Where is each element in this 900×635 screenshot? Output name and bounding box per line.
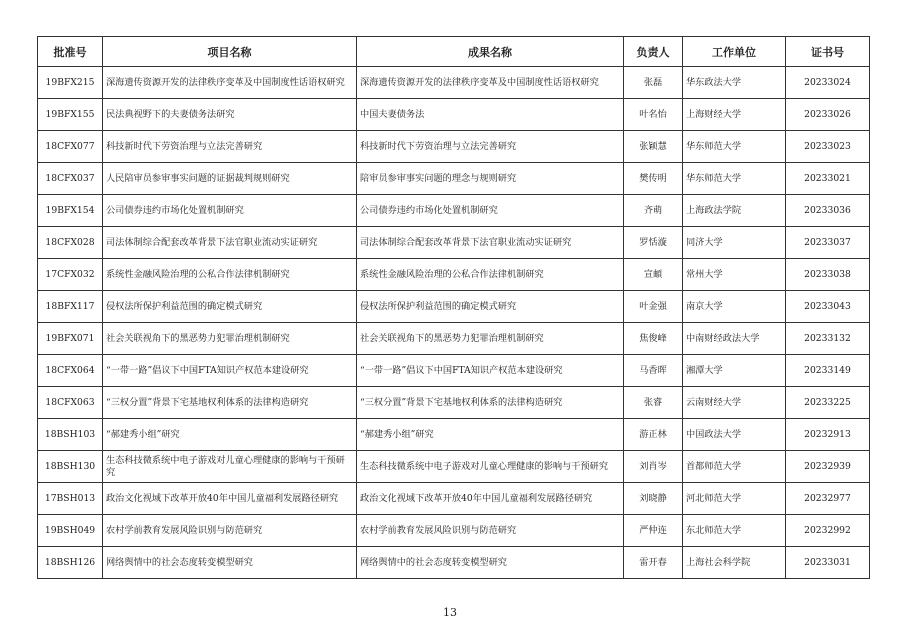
- batch-number-cell: 18BSH130: [38, 451, 103, 483]
- result-name-cell: 侵权法所保护利益范围的确定模式研究: [357, 291, 624, 323]
- batch-number-cell: 19BSH049: [38, 515, 103, 547]
- batch-number-cell: 19BFX071: [38, 323, 103, 355]
- table-row: [38, 99, 870, 131]
- project-name-cell: 侵权法所保护利益范围的确定模式研究: [103, 291, 357, 323]
- certificate-number-cell: 20233023: [786, 131, 870, 163]
- table-row: [38, 355, 870, 387]
- table-row: [38, 323, 870, 355]
- project-name-cell: 深海遗传资源开发的法律秩序变革及中国制度性话语权研究: [103, 67, 357, 99]
- work-unit-cell: 河北师范大学: [683, 483, 786, 515]
- table-body: [38, 67, 870, 579]
- header-work-unit: 工作单位: [683, 37, 786, 67]
- leader-cell: 张睿: [624, 387, 683, 419]
- leader-cell: 罗恬漩: [624, 227, 683, 259]
- certificate-number-cell: 20233038: [786, 259, 870, 291]
- result-name-cell: 公司债券违约市场化处置机制研究: [357, 195, 624, 227]
- certificate-number-cell: 20233037: [786, 227, 870, 259]
- leader-cell: 齐萌: [624, 195, 683, 227]
- header-batch-number: 批准号: [38, 37, 103, 67]
- leader-cell: 叶名怡: [624, 99, 683, 131]
- leader-cell: 樊传明: [624, 163, 683, 195]
- leader-cell: 严仲连: [624, 515, 683, 547]
- leader-cell: 雷开春: [624, 547, 683, 579]
- table-row: [38, 291, 870, 323]
- table-row: [38, 227, 870, 259]
- leader-cell: 焦俊峰: [624, 323, 683, 355]
- work-unit-cell: 上海政法学院: [683, 195, 786, 227]
- project-name-cell: 农村学前教育发展风险识别与防范研究: [103, 515, 357, 547]
- leader-cell: 张磊: [624, 67, 683, 99]
- header-certificate-number: 证书号: [786, 37, 870, 67]
- project-name-cell: 司法体制综合配套改革背景下法官职业流动实证研究: [103, 227, 357, 259]
- leader-cell: 刘晓静: [624, 483, 683, 515]
- result-name-cell: 司法体制综合配套改革背景下法官职业流动实证研究: [357, 227, 624, 259]
- table-row: [38, 195, 870, 227]
- batch-number-cell: 18CFX063: [38, 387, 103, 419]
- work-unit-cell: 上海财经大学: [683, 99, 786, 131]
- table-header-row: [38, 37, 870, 67]
- project-name-cell: “一带一路”倡议下中国FTA知识产权范本建设研究: [103, 355, 357, 387]
- table-row: [38, 419, 870, 451]
- work-unit-cell: 同济大学: [683, 227, 786, 259]
- project-name-cell: 公司债券违约市场化处置机制研究: [103, 195, 357, 227]
- header-leader: 负责人: [624, 37, 683, 67]
- table-row: [38, 451, 870, 483]
- table-row: [38, 67, 870, 99]
- result-name-cell: 陪审员参审事实问题的理念与规则研究: [357, 163, 624, 195]
- table-row: [38, 483, 870, 515]
- certificate-number-cell: 20233036: [786, 195, 870, 227]
- work-unit-cell: 湘潭大学: [683, 355, 786, 387]
- result-name-cell: 生态科技微系统中电子游戏对儿童心理健康的影响与干预研究: [357, 451, 624, 483]
- project-name-cell: 人民陪审员参审事实问题的证据裁判规则研究: [103, 163, 357, 195]
- batch-number-cell: 17BSH013: [38, 483, 103, 515]
- certificate-number-cell: 20233026: [786, 99, 870, 131]
- table-row: [38, 515, 870, 547]
- table-row: [38, 131, 870, 163]
- leader-cell: 张颖慧: [624, 131, 683, 163]
- work-unit-cell: 中国政法大学: [683, 419, 786, 451]
- batch-number-cell: 19BFX215: [38, 67, 103, 99]
- batch-number-cell: 18CFX028: [38, 227, 103, 259]
- batch-number-cell: 19BFX155: [38, 99, 103, 131]
- certificate-number-cell: 20232977: [786, 483, 870, 515]
- project-name-cell: 社会关联视角下的黑恶势力犯罪治理机制研究: [103, 323, 357, 355]
- certificate-number-cell: 20233024: [786, 67, 870, 99]
- results-table: [37, 36, 870, 579]
- certificate-number-cell: 20233149: [786, 355, 870, 387]
- certificate-number-cell: 20233043: [786, 291, 870, 323]
- certificate-number-cell: 20233021: [786, 163, 870, 195]
- table-row: [38, 547, 870, 579]
- result-name-cell: “三权分置”背景下宅基地权利体系的法律构造研究: [357, 387, 624, 419]
- result-name-cell: 系统性金融风险治理的公私合作法律机制研究: [357, 259, 624, 291]
- project-name-cell: 生态科技微系统中电子游戏对儿童心理健康的影响与干预研究: [103, 451, 357, 483]
- leader-cell: 叶金强: [624, 291, 683, 323]
- leader-cell: 宣頔: [624, 259, 683, 291]
- batch-number-cell: 18BSH103: [38, 419, 103, 451]
- work-unit-cell: 华东政法大学: [683, 67, 786, 99]
- certificate-number-cell: 20232913: [786, 419, 870, 451]
- work-unit-cell: 首都师范大学: [683, 451, 786, 483]
- result-name-cell: 中国夫妻债务法: [357, 99, 624, 131]
- table-row: [38, 387, 870, 419]
- result-name-cell: 深海遗传资源开发的法律秩序变革及中国制度性话语权研究: [357, 67, 624, 99]
- batch-number-cell: 18BSH126: [38, 547, 103, 579]
- result-name-cell: 社会关联视角下的黑恶势力犯罪治理机制研究: [357, 323, 624, 355]
- result-name-cell: 政治文化视域下改革开放40年中国儿童福利发展路径研究: [357, 483, 624, 515]
- work-unit-cell: 中南财经政法大学: [683, 323, 786, 355]
- work-unit-cell: 华东师范大学: [683, 131, 786, 163]
- work-unit-cell: 华东师范大学: [683, 163, 786, 195]
- leader-cell: 刘肖岑: [624, 451, 683, 483]
- page-number: 13: [443, 606, 457, 619]
- batch-number-cell: 17CFX032: [38, 259, 103, 291]
- result-name-cell: 农村学前教育发展风险识别与防范研究: [357, 515, 624, 547]
- work-unit-cell: 东北师范大学: [683, 515, 786, 547]
- batch-number-cell: 18BFX117: [38, 291, 103, 323]
- header-project-name: 项目名称: [103, 37, 357, 67]
- leader-cell: 马香晖: [624, 355, 683, 387]
- project-name-cell: 系统性金融风险治理的公私合作法律机制研究: [103, 259, 357, 291]
- work-unit-cell: 上海社会科学院: [683, 547, 786, 579]
- project-name-cell: 科技新时代下劳资治理与立法完善研究: [103, 131, 357, 163]
- header-result-name: 成果名称: [357, 37, 624, 67]
- certificate-number-cell: 20233225: [786, 387, 870, 419]
- leader-cell: 游正林: [624, 419, 683, 451]
- batch-number-cell: 18CFX037: [38, 163, 103, 195]
- table-row: [38, 259, 870, 291]
- certificate-number-cell: 20233132: [786, 323, 870, 355]
- project-name-cell: “郝建秀小组”研究: [103, 419, 357, 451]
- batch-number-cell: 18CFX077: [38, 131, 103, 163]
- result-name-cell: “一带一路”倡议下中国FTA知识产权范本建设研究: [357, 355, 624, 387]
- project-name-cell: 民法典视野下的夫妻债务法研究: [103, 99, 357, 131]
- result-name-cell: 网络舆情中的社会态度转变模型研究: [357, 547, 624, 579]
- batch-number-cell: 19BFX154: [38, 195, 103, 227]
- result-name-cell: 科技新时代下劳资治理与立法完善研究: [357, 131, 624, 163]
- work-unit-cell: 常州大学: [683, 259, 786, 291]
- project-name-cell: 政治文化视域下改革开放40年中国儿童福利发展路径研究: [103, 483, 357, 515]
- work-unit-cell: 南京大学: [683, 291, 786, 323]
- batch-number-cell: 18CFX064: [38, 355, 103, 387]
- table-row: [38, 163, 870, 195]
- project-name-cell: “三权分置”背景下宅基地权利体系的法律构造研究: [103, 387, 357, 419]
- certificate-number-cell: 20233031: [786, 547, 870, 579]
- certificate-number-cell: 20232939: [786, 451, 870, 483]
- certificate-number-cell: 20232992: [786, 515, 870, 547]
- result-name-cell: “郝建秀小组”研究: [357, 419, 624, 451]
- project-name-cell: 网络舆情中的社会态度转变模型研究: [103, 547, 357, 579]
- work-unit-cell: 云南财经大学: [683, 387, 786, 419]
